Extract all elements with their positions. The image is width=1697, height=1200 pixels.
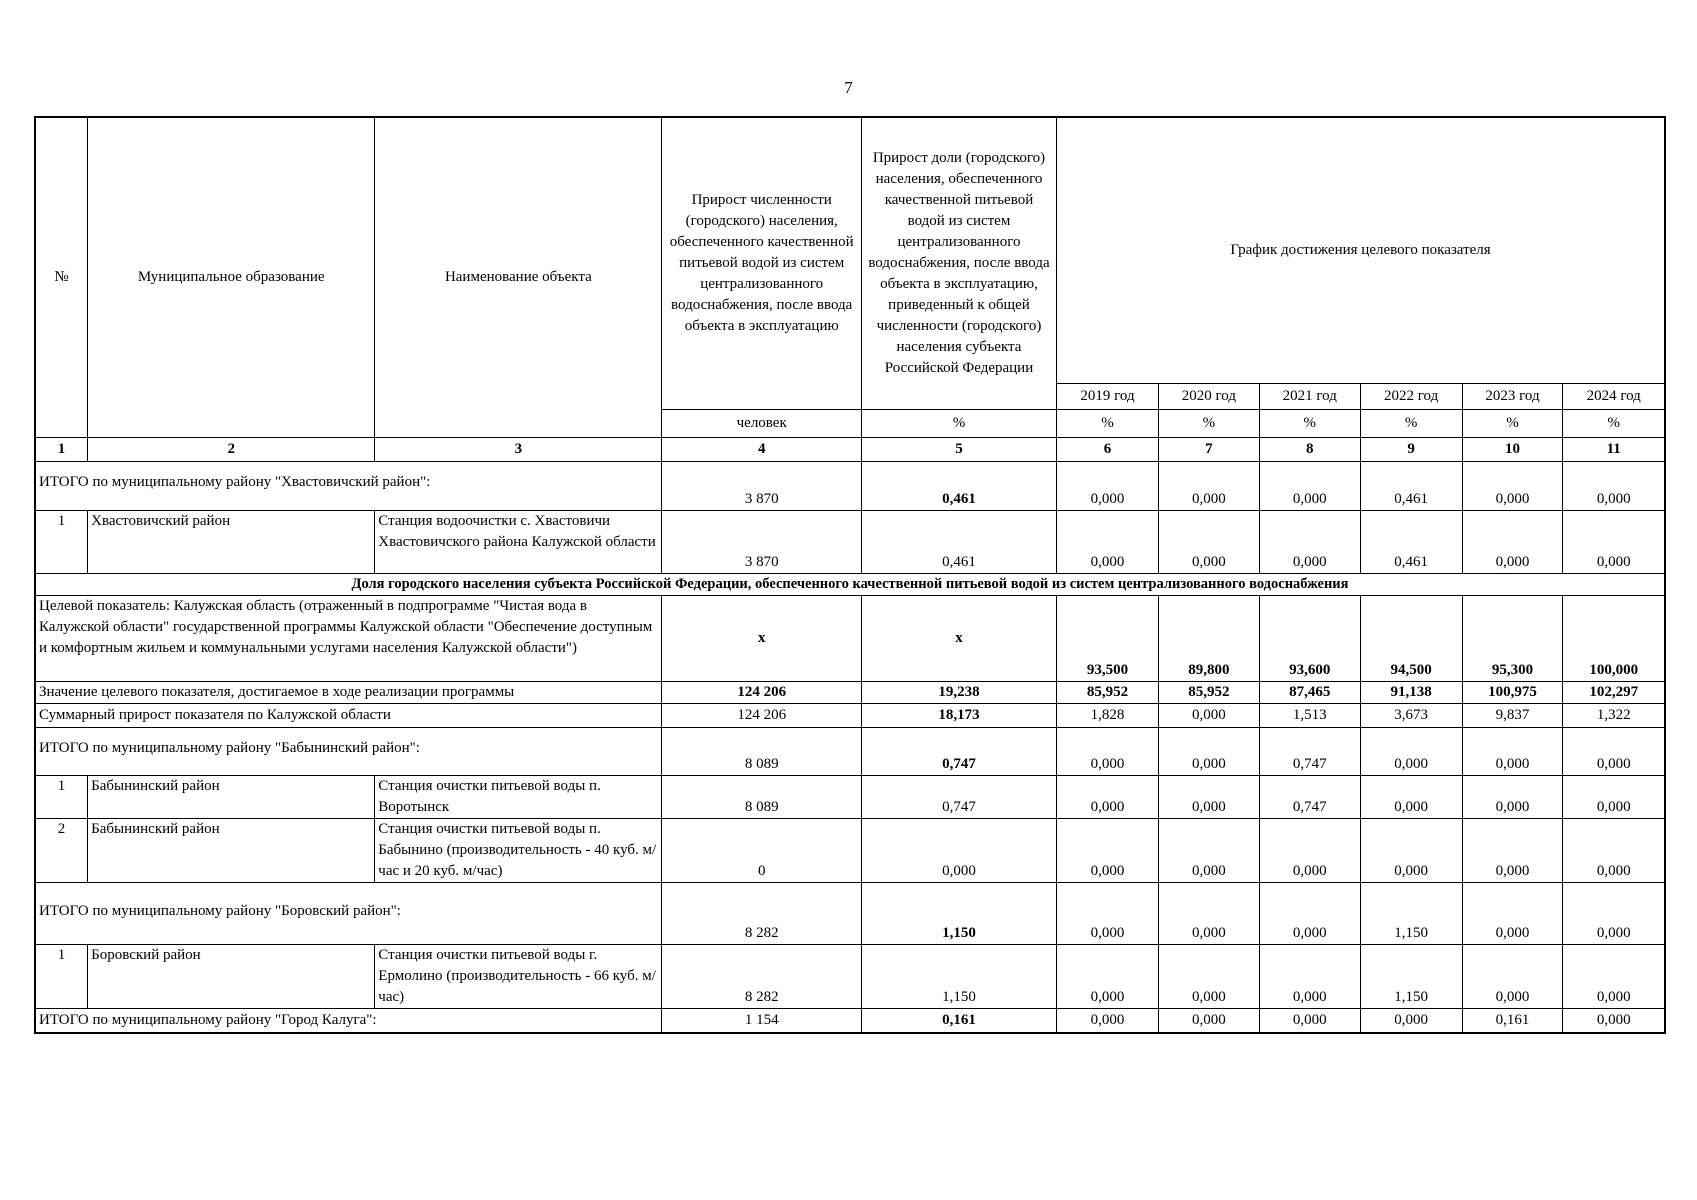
year-value: 0,000 — [1462, 510, 1563, 573]
column-number: 6 — [1057, 437, 1159, 461]
sum-growth-label: Суммарный прирост показателя по Калужской области — [35, 703, 662, 727]
year-value: 0,000 — [1462, 775, 1563, 818]
year-value: 85,952 — [1057, 681, 1159, 703]
indicator-table — [34, 116, 1666, 1034]
header-growth-share: Прирост доли (городского) населения, обеспеченного качественной питьевой водой из систем централизованного водоснабжения, после ввода объекта в эксплуатацию, приведенный к общей численности (городского) населения субъекта Российской Федерации — [861, 117, 1056, 409]
year-value: 0,000 — [1259, 510, 1360, 573]
header-year: 2024 год — [1563, 383, 1665, 409]
unit-percent: % — [1259, 409, 1360, 437]
year-value: 0,000 — [1563, 1008, 1665, 1033]
object-row — [35, 775, 1665, 818]
share-value: 0,747 — [861, 775, 1056, 818]
year-value: 0,000 — [1158, 461, 1259, 510]
year-value: 0,000 — [1158, 775, 1259, 818]
year-value: 1,828 — [1057, 703, 1159, 727]
year-value: 0,000 — [1259, 882, 1360, 944]
column-number: 8 — [1259, 437, 1360, 461]
year-value: 1,150 — [1360, 944, 1462, 1008]
unit-percent: % — [1462, 409, 1563, 437]
achieved-label: Значение целевого показателя, достигаемое в ходе реализации программы — [35, 681, 662, 703]
year-value: 0,000 — [1259, 1008, 1360, 1033]
target-label: Целевой показатель: Калужская область (отраженный в подпрограмме "Чистая вода в Калужской области" государственной программы Калужской области "Обеспечение доступным и комфортным жильем и коммунальными услугами населения Калужской области") — [35, 595, 662, 681]
year-value: 0,000 — [1057, 775, 1159, 818]
header-row — [35, 117, 1665, 383]
share-value: 0,747 — [861, 727, 1056, 775]
column-number: 7 — [1158, 437, 1259, 461]
year-value: 1,150 — [1360, 882, 1462, 944]
column-number: 10 — [1462, 437, 1563, 461]
share-value: 19,238 — [861, 681, 1056, 703]
header-year: 2023 год — [1462, 383, 1563, 409]
year-value: 0,461 — [1360, 461, 1462, 510]
year-value: 0,000 — [1259, 944, 1360, 1008]
year-value: 0,000 — [1158, 727, 1259, 775]
total-label: ИТОГО по муниципальному району "Боровский район": — [35, 882, 662, 944]
year-value: 0,000 — [1158, 1008, 1259, 1033]
column-number: 4 — [662, 437, 861, 461]
people-value: 3 870 — [662, 510, 861, 573]
year-value: 0,000 — [1462, 944, 1563, 1008]
year-value: 0,000 — [1057, 727, 1159, 775]
unit-percent: % — [1563, 409, 1665, 437]
year-value: 1,513 — [1259, 703, 1360, 727]
year-value: 0,000 — [1360, 1008, 1462, 1033]
municipality-name: Хвастовичский район — [88, 510, 375, 573]
header-year: 2021 год — [1259, 383, 1360, 409]
object-name: Станция очистки питьевой воды г. Ермолино (производительность - 66 куб. м/час) — [375, 944, 662, 1008]
year-value: 0,000 — [1057, 818, 1159, 882]
year-value: 1,322 — [1563, 703, 1665, 727]
people-value: 8 282 — [662, 944, 861, 1008]
year-value: 3,673 — [1360, 703, 1462, 727]
year-value: 0,000 — [1462, 882, 1563, 944]
year-value: 0,000 — [1057, 882, 1159, 944]
header-growth-count: Прирост численности (городского) населения, обеспеченного качественной питьевой водой из систем централизованного водоснабжения, после ввода объекта в эксплуатацию — [662, 117, 861, 409]
header-year: 2022 год — [1360, 383, 1462, 409]
object-row — [35, 818, 1665, 882]
people-value: 1 154 — [662, 1008, 861, 1033]
target-row — [35, 595, 1665, 681]
year-value: 0,000 — [1158, 818, 1259, 882]
section-title: Доля городского населения субъекта Российской Федерации, обеспеченного качественной питьевой водой из систем централизованного водоснабжения — [35, 573, 1665, 595]
year-value: 100,000 — [1563, 595, 1665, 681]
year-value: 0,000 — [1563, 882, 1665, 944]
total-label: ИТОГО по муниципальному району "Хвастовичский район": — [35, 461, 662, 510]
object-name: Станция водоочистки с. Хвастовичи Хвастовичского района Калужской области — [375, 510, 662, 573]
row-number: 1 — [35, 775, 88, 818]
year-value: 0,000 — [1563, 727, 1665, 775]
object-row — [35, 944, 1665, 1008]
year-value: 0,000 — [1563, 944, 1665, 1008]
row-number: 1 — [35, 944, 88, 1008]
year-value: 9,837 — [1462, 703, 1563, 727]
year-value: 89,800 — [1158, 595, 1259, 681]
unit-people: человек — [662, 409, 861, 437]
year-value: 0,000 — [1462, 461, 1563, 510]
year-value: 85,952 — [1158, 681, 1259, 703]
column-number: 3 — [375, 437, 662, 461]
municipality-name: Бабынинский район — [88, 818, 375, 882]
year-value: 0,000 — [1158, 510, 1259, 573]
year-value: 0,747 — [1259, 775, 1360, 818]
row-number: 2 — [35, 818, 88, 882]
header-year: 2020 год — [1158, 383, 1259, 409]
share-value: 0,461 — [861, 510, 1056, 573]
share-value: 0,161 — [861, 1008, 1056, 1033]
header-schedule: График достижения целевого показателя — [1057, 117, 1665, 383]
header-no: № — [35, 117, 88, 437]
sum-growth-row — [35, 703, 1665, 727]
page-number: 7 — [844, 78, 853, 97]
year-value: 0,000 — [1462, 818, 1563, 882]
year-value: 93,500 — [1057, 595, 1159, 681]
unit-percent: % — [1057, 409, 1159, 437]
header-municipality: Муниципальное образование — [88, 117, 375, 437]
year-value: 0,000 — [1563, 461, 1665, 510]
people-value: 124 206 — [662, 681, 861, 703]
people-value: 8 089 — [662, 727, 861, 775]
year-value: 0,000 — [1462, 727, 1563, 775]
year-value: 0,000 — [1563, 818, 1665, 882]
total-row — [35, 461, 1665, 510]
unit-percent: % — [861, 409, 1056, 437]
year-value: 94,500 — [1360, 595, 1462, 681]
section-title-row — [35, 573, 1665, 595]
year-value: 0,000 — [1158, 703, 1259, 727]
year-value: 0,000 — [1057, 461, 1159, 510]
year-value: 0,000 — [1360, 727, 1462, 775]
year-value: 91,138 — [1360, 681, 1462, 703]
year-value: 0,000 — [1057, 944, 1159, 1008]
column-number: 9 — [1360, 437, 1462, 461]
year-value: 0,000 — [1360, 775, 1462, 818]
share-value: 0,461 — [861, 461, 1056, 510]
year-value: 0,461 — [1360, 510, 1462, 573]
year-value: 93,600 — [1259, 595, 1360, 681]
year-value: 0,747 — [1259, 727, 1360, 775]
people-value: 3 870 — [662, 461, 861, 510]
total-label: ИТОГО по муниципальному району "Город Калуга": — [35, 1008, 662, 1033]
year-value: 0,000 — [1057, 1008, 1159, 1033]
total-row — [35, 727, 1665, 775]
object-row — [35, 510, 1665, 573]
share-value: 18,173 — [861, 703, 1056, 727]
share-value: x — [861, 595, 1056, 681]
people-value: 8 282 — [662, 882, 861, 944]
object-name: Станция очистки питьевой воды п. Бабынино (производительность - 40 куб. м/час и 20 куб. м/час) — [375, 818, 662, 882]
year-value: 0,000 — [1360, 818, 1462, 882]
year-value: 102,297 — [1563, 681, 1665, 703]
municipality-name: Бабынинский район — [88, 775, 375, 818]
people-value: 0 — [662, 818, 861, 882]
column-number: 1 — [35, 437, 88, 461]
year-value: 0,000 — [1158, 882, 1259, 944]
year-value: 100,975 — [1462, 681, 1563, 703]
column-number: 2 — [88, 437, 375, 461]
unit-percent: % — [1360, 409, 1462, 437]
column-numbers-row — [35, 437, 1665, 461]
year-value: 95,300 — [1462, 595, 1563, 681]
share-value: 1,150 — [861, 882, 1056, 944]
row-number: 1 — [35, 510, 88, 573]
header-year: 2019 год — [1057, 383, 1159, 409]
object-name: Станция очистки питьевой воды п. Воротынск — [375, 775, 662, 818]
year-value: 0,000 — [1563, 775, 1665, 818]
total-label: ИТОГО по муниципальному району "Бабынинский район": — [35, 727, 662, 775]
people-value: 124 206 — [662, 703, 861, 727]
people-value: 8 089 — [662, 775, 861, 818]
header-object: Наименование объекта — [375, 117, 662, 437]
share-value: 0,000 — [861, 818, 1056, 882]
year-value: 87,465 — [1259, 681, 1360, 703]
achieved-row — [35, 681, 1665, 703]
year-value: 0,000 — [1259, 818, 1360, 882]
year-value: 0,000 — [1057, 510, 1159, 573]
column-number: 5 — [861, 437, 1056, 461]
municipality-name: Боровский район — [88, 944, 375, 1008]
share-value: 1,150 — [861, 944, 1056, 1008]
year-value: 0,000 — [1259, 461, 1360, 510]
year-value: 0,000 — [1563, 510, 1665, 573]
total-row — [35, 1008, 1665, 1033]
year-value: 0,161 — [1462, 1008, 1563, 1033]
total-row — [35, 882, 1665, 944]
year-value: 0,000 — [1158, 944, 1259, 1008]
unit-percent: % — [1158, 409, 1259, 437]
people-value: x — [662, 595, 861, 681]
column-number: 11 — [1563, 437, 1665, 461]
